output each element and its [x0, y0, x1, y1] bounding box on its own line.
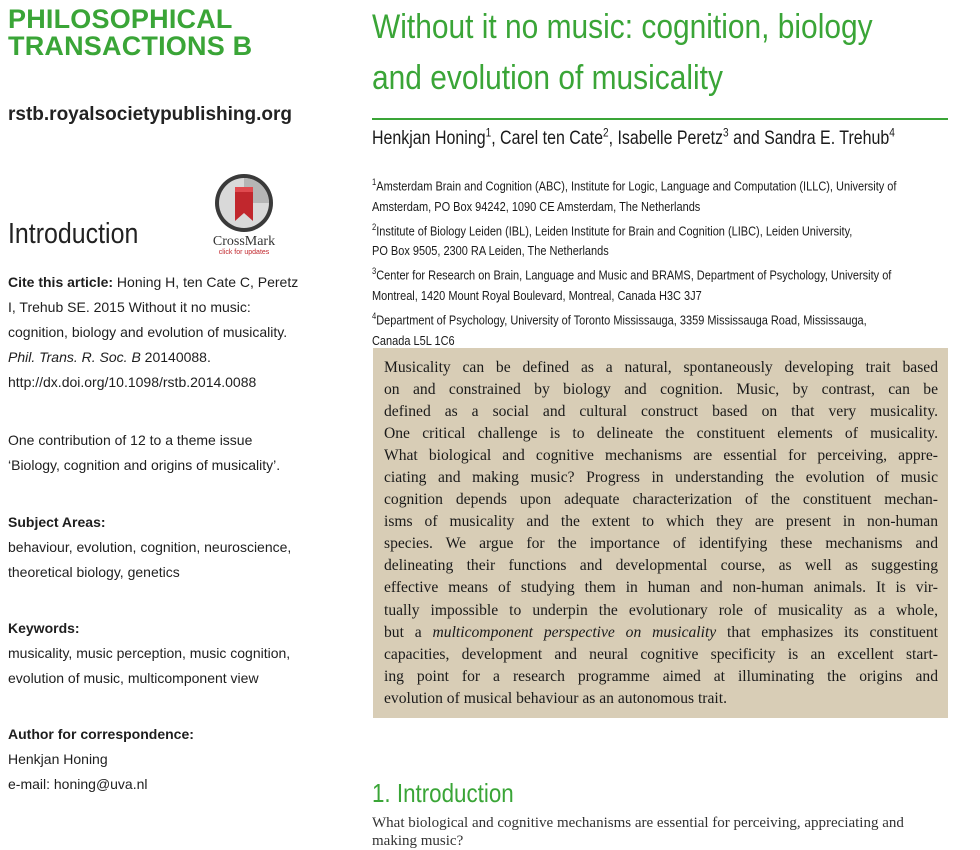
author: Carel ten Cate$^2$,	[500, 126, 618, 150]
author: Henkjan Honing$^1$,	[372, 126, 501, 150]
subject-areas: Subject Areas: behaviour, evolution, cognition, neuroscience, theoretical biology, genetics	[8, 510, 290, 585]
keywords: Keywords: musicality, music perception, music cognition, evolution of music, multicomponent view	[8, 616, 290, 691]
correspondence-name: Henkjan Honing	[8, 751, 108, 767]
body-text: What biological and cognitive mechanisms are essential for perceiving, appreciating and making music?	[372, 815, 904, 849]
affiliation-line: $^1$Amsterdam Brain and Cognition (ABC), Institute for Logic, Language and Computation (ILLC), University of	[372, 177, 897, 194]
crossmark-sublabel: click for updates	[218, 249, 270, 256]
title-divider	[372, 118, 948, 120]
affiliation-line: Canada L5L 1C6	[372, 332, 455, 348]
cite-label: Cite this article:	[8, 274, 114, 290]
author-list	[372, 126, 895, 150]
affiliation-line: $^4$Department of Psychology, University of Toronto Mississauga, 3359 Mississauga Road, Mississauga,	[372, 311, 867, 328]
affiliation-line: PO Box 9505, 2300 RA Leiden, The Netherlands	[372, 243, 609, 259]
journal-name: PHILOSOPHICAL TRANSACTIONS B	[8, 4, 253, 61]
citation-block: Cite this article: Honing H, ten Cate C, Peretz I, Trehub SE. 2015 Without it no music: cognition, biology and evolution of musicality. Phil. Trans. R. Soc. B 20140088. http://dx.doi.org/10.1098/rstb.2014.0088	[8, 270, 290, 395]
article-main	[372, 0, 980, 849]
section-type: Introduction	[8, 218, 139, 250]
doi-link[interactable]: http://dx.doi.org/10.1098/rstb.2014.0088	[8, 374, 257, 390]
affiliation-line: $^3$Center for Research on Brain, Language and Music and BRAMS, Department of Psychology, University of	[372, 266, 892, 283]
section-heading: 1. Introduction	[372, 778, 514, 808]
subject-areas-heading: Subject Areas:	[8, 514, 106, 530]
correspondence	[8, 722, 290, 797]
correspondence-email[interactable]: e-mail: honing@uva.nl	[8, 776, 148, 792]
crossmark-icon	[214, 173, 274, 233]
author: Sandra E. Trehub$^4$	[764, 126, 895, 150]
sidebar	[0, 0, 300, 820]
affiliation-line: Amsterdam, PO Box 94242, 1090 CE Amsterdam, The Netherlands	[372, 198, 701, 214]
affiliation-line: Montreal, 1420 Mount Royal Boulevard, Montreal, Canada H3C 3J7	[372, 288, 702, 303]
crossmark-badge[interactable]	[204, 173, 284, 263]
keywords-heading: Keywords:	[8, 620, 80, 636]
abstract-box: Musicality can be defined as a natural, spontaneously developing trait based on and constrained by biology and cognition. Music, by contrast, can be defined as a social and cultural construct based on that very musicality. One critical challenge is to delineate the constituent elements of musicality. What biological and cognitive mechanisms are essential for perceiving, appre- ciating and making music? Progress in understanding the evolution of music cognition depends upon adequate characterization of the constituent mechan- isms of musicality and the extent to which they are present in non-human species. We argue for the importance of identifying these mechanisms and delineating their functions and developmental course, as well as suggesting effective means of studying them in human and non-human animals. It is vir- tually impossible to underpin the evolutionary role of musicality as a whole, but a multicomponent perspective on musicality that emphasizes its constituent capacities, development and neural cognitive specificity is an excellent start- ing point for a research programme aimed at illuminating the origins and evolution of musical behaviour as an autonomous trait.	[373, 348, 948, 718]
journal-url[interactable]: rstb.royalsocietypublishing.org	[8, 104, 292, 125]
affiliation-line: $^2$Institute of Biology Leiden (IBL), Leiden Institute for Brain and Cognition (LIBC), Leiden University,	[372, 221, 853, 239]
crossmark-label: CrossMark	[212, 234, 276, 249]
article-title: Without it no music: cognition, biology and evolution of musicality	[372, 8, 873, 97]
author: Isabelle Peretz$^3$ and	[617, 126, 765, 150]
correspondence-heading: Author for correspondence:	[8, 726, 194, 742]
theme-issue-note: One contribution of 12 to a theme issue ‘Biology, cognition and origins of musicality’.	[8, 432, 281, 473]
affiliations	[372, 172, 947, 351]
